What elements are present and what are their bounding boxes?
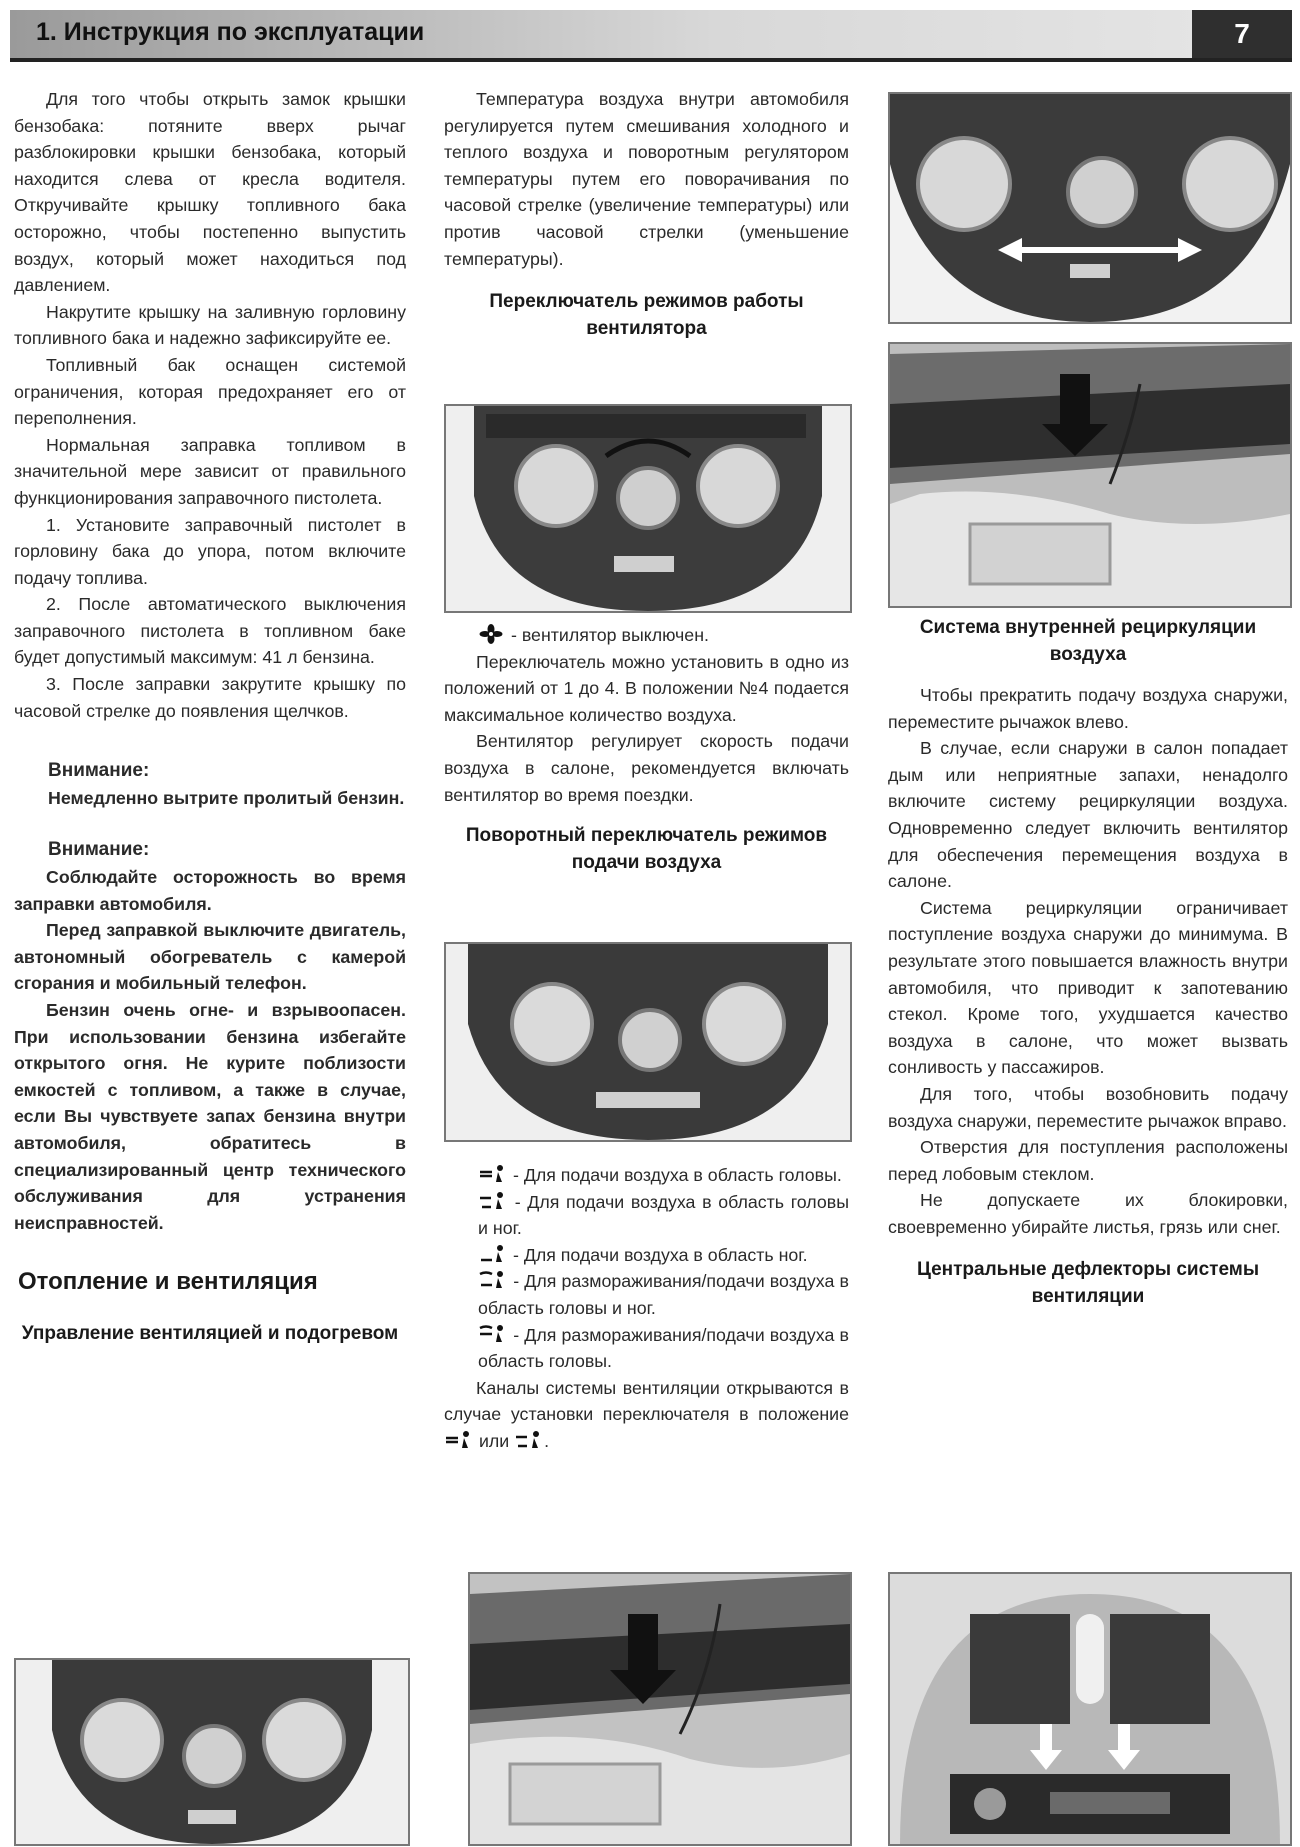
temperature-paragraph: Температура воздуха внутри автомобиля регулируется путем смешивания холодного и теплого воздуха и поворотным регулятором температуры путем его поворачивания по часовой стрелке (увеличение температуры) или против часовой стрелки (уменьшение температуры). — [444, 89, 849, 269]
subheading-ventilation-control: Управление вентиляцией и подогревом — [21, 1323, 399, 1345]
mode-feet — [444, 1242, 849, 1269]
step-2: 2. После автоматического выключения заправочного пистолета в топливном баке будет допустимый максимум: 41 л бензина. — [14, 594, 406, 668]
column-2 — [444, 86, 849, 342]
attention-text-2a: Соблюдайте осторожность во время заправки автомобиля. — [14, 867, 406, 914]
mode-head-text: - Для подачи воздуха в область головы. — [512, 1165, 842, 1185]
fan-off-line — [444, 622, 849, 649]
photo-climate-panel-recirc-lever — [888, 92, 1292, 324]
column-1 — [14, 86, 406, 1347]
photo-air-intake-center — [468, 1572, 852, 1846]
photo-air-intake-right — [888, 342, 1292, 608]
mode-defrost-feet-text: - Для размораживания/подачи воздуха в область головы и ног. — [478, 1271, 849, 1318]
photo-climate-panel-fan — [444, 404, 852, 613]
mode-head — [444, 1162, 849, 1189]
tank-limit-paragraph: Топливный бак оснащен системой ограничения, которая предохраняет его от переполнения. — [14, 354, 406, 429]
heading-central-deflectors: Центральные дефлекторы системы вентиляции — [916, 1259, 1260, 1308]
attention-text-1: Немедленно вытрите пролитый бензин. — [48, 787, 405, 808]
recirc-paragraph-5: Отверстия для поступления расположены перед лобовым стеклом. — [888, 1137, 1288, 1184]
fuel-cap-paragraph: Для того чтобы открыть замок крышки бензобака: потяните вверх рычаг разблокировки крышки бензобака, который находится слева от кресла водителя. Откручивайте крышку топливного бака осторожно, чтобы постепенно выпустить воздух, который может находиться под давлением. — [14, 89, 406, 296]
airflow-head-feet-icon — [478, 1191, 508, 1211]
column-3 — [888, 614, 1288, 1310]
recirc-paragraph-1: Чтобы прекратить подачу воздуха снаружи, переместите рычажок влево. — [888, 685, 1288, 732]
step-1: 1. Установите заправочный пистолет в горловину бака до упора, потом включите подачу топлива. — [14, 514, 406, 588]
column-2-modes — [444, 1162, 849, 1455]
page-number: 7 — [1192, 10, 1292, 58]
fan-speed-paragraph: Вентилятор регулирует скорость подачи воздуха в салоне, рекомендуется включать вентилятор во время поездки. — [444, 731, 849, 805]
mode-defrost-head — [444, 1322, 849, 1375]
fan-positions-paragraph: Переключатель можно установить в одно из положений от 1 до 4. В положении №4 подается максимальное количество воздуха. — [444, 651, 849, 725]
mode-defrost-head-text: - Для размораживания/подачи воздуха в область головы. — [478, 1324, 849, 1372]
recirc-paragraph-3: Система рециркуляции ограничивает поступление воздуха снаружи до минимума. В результате этого повышается влажность внутри автомобиля, что приводит к запотеванию стекол. Кроме того, ухудшается качество воздуха в салоне, что может вызвать сонливость у пассажиров. — [888, 897, 1288, 1078]
defrost-feet-icon — [478, 1270, 508, 1290]
fan-off-text: - вентилятор выключен. — [510, 625, 709, 645]
photo-climate-panel-heating — [14, 1658, 410, 1846]
mode-head-feet — [444, 1189, 849, 1242]
attention-label-1: Внимание: — [48, 760, 150, 782]
mode-defrost-feet — [444, 1268, 849, 1321]
heading-fan-switch: Переключатель режимов работы вентилятора — [489, 291, 804, 340]
page-header — [10, 10, 1292, 62]
step-3: 3. После заправки закрутите крышку по часовой стрелке до появления щелчков. — [14, 674, 406, 721]
fan-icon — [476, 624, 506, 644]
defrost-head-icon — [478, 1324, 508, 1344]
attention-label-2: Внимание: — [48, 839, 150, 861]
attention-text-2c: Бензин очень огне- и взрывоопасен. При использовании бензина избегайте открытого огня. Не курите поблизости емкостей с топливом, а также в случае, если Вы чувствуете запах бензина внутри автомобиля, обратитесь в специализированный центр технического обслуживания для устранения неисправностей. — [14, 1000, 406, 1233]
photo-climate-panel-modes — [444, 942, 852, 1142]
airflow-feet-icon — [478, 1244, 508, 1264]
attention-text-2b: Перед заправкой выключите двигатель, автономный обогреватель с камерой сгорания и мобильный телефон. — [14, 920, 406, 994]
fuel-cap-screw-paragraph: Накрутите крышку на заливную горловину топливного бака и надежно зафиксируйте ее. — [14, 301, 406, 349]
airflow-head-icon — [478, 1164, 508, 1184]
vent-channels-end: . — [544, 1430, 550, 1451]
recirc-paragraph-2: В случае, если снаружи в салон попадает дым или неприятные запахи, ненадолго включите систему рециркуляции воздуха. Одновременно следует включить вентилятор для обеспечения перемещения воздуха в салоне. — [888, 738, 1288, 892]
recirc-paragraph-4: Для того, чтобы возобновить подачу воздуха снаружи, переместите рычажок вправо. — [888, 1083, 1288, 1131]
vent-channels-text: Каналы системы вентиляции открываются в случае установки переключателя в положение — [444, 1377, 849, 1425]
airflow-head-feet-icon — [514, 1430, 544, 1450]
column-2-fan-text — [444, 622, 849, 876]
chapter-title: 1. Инструкция по эксплуатации — [36, 18, 425, 46]
heading-air-mode-switch: Поворотный переключатель режимов подачи воздуха — [465, 825, 828, 874]
vent-channels-paragraph — [444, 1375, 849, 1455]
refuel-paragraph: Нормальная заправка топливом в значительной мере зависит от правильного функционирования заправочного пистолета. — [14, 434, 406, 508]
airflow-head-icon — [444, 1430, 474, 1450]
photo-central-deflectors — [888, 1572, 1292, 1846]
recirc-paragraph-6: Не допускаете их блокировки, своевременно убирайте листья, грязь или снег. — [888, 1190, 1288, 1237]
mode-head-feet-text: - Для подачи воздуха в область головы и ног. — [478, 1191, 849, 1239]
heading-recirculation: Система внутренней рециркуляции воздуха — [919, 617, 1257, 665]
mode-feet-text: - Для подачи воздуха в область ног. — [512, 1244, 808, 1265]
vent-channels-or: или — [478, 1430, 510, 1451]
section-title: Отопление и вентиляция — [18, 1268, 318, 1296]
